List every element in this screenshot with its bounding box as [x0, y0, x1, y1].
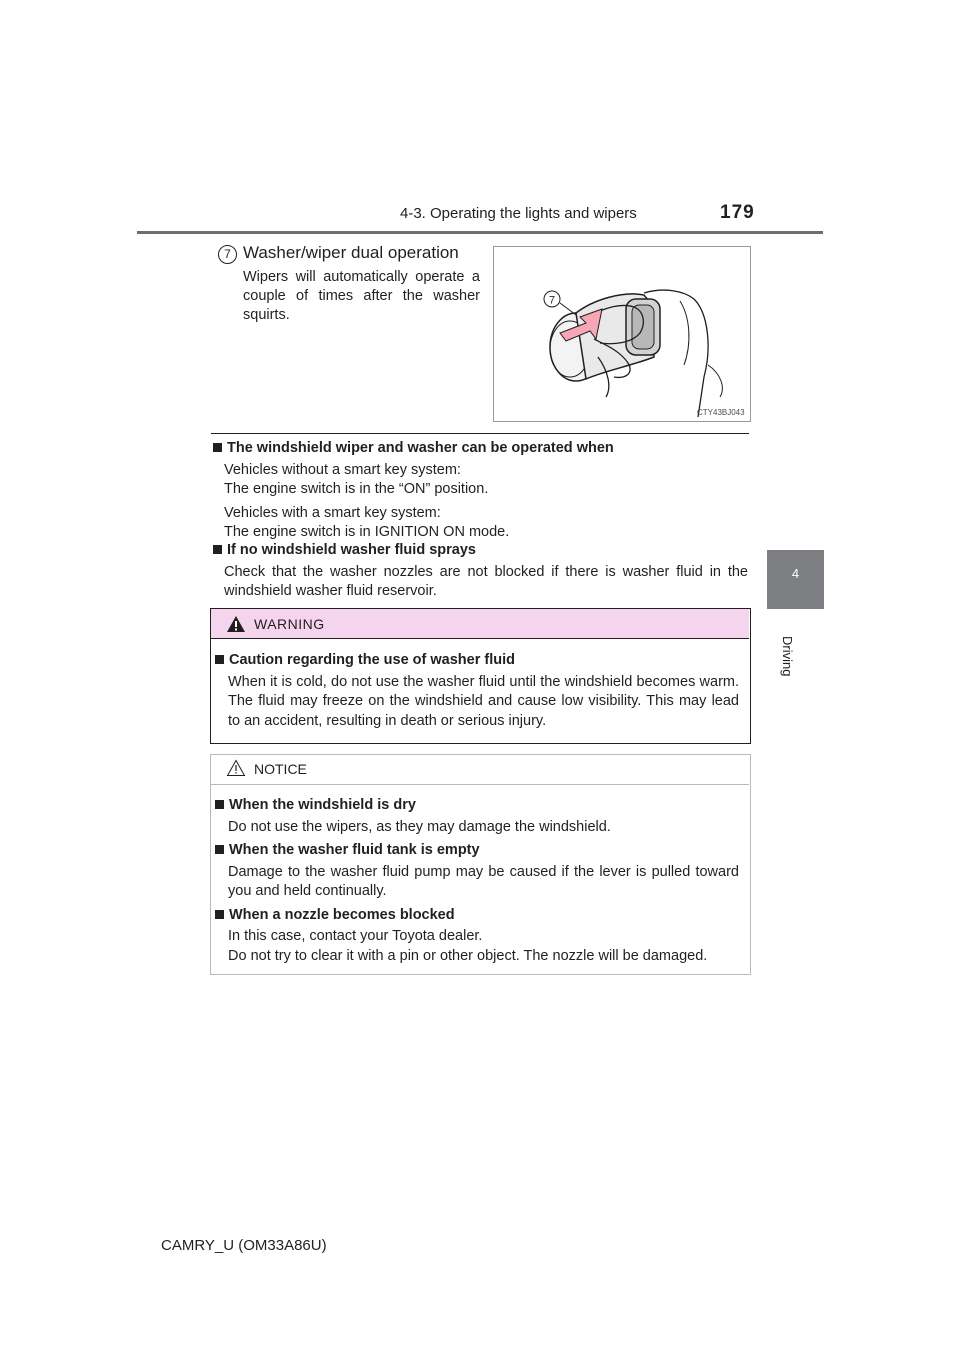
notice-item: [215, 841, 739, 902]
info-line: Vehicles with a smart key system:: [224, 504, 441, 521]
bullet-square-icon: [215, 800, 224, 809]
notice-text: Do not try to clear it with a pin or other object. The nozzle will be damaged.: [228, 947, 708, 964]
notice-item: [215, 796, 739, 837]
warning-heading: Caution regarding the use of washer fluid: [215, 651, 739, 671]
notice-text: Do not use the wipers, as they may damage the windshield.: [228, 818, 611, 835]
notice-content: [215, 796, 739, 966]
notice-heading: When the windshield is dry: [215, 796, 739, 816]
bullet-square-icon: [215, 655, 224, 664]
chapter-tab-number: 4: [791, 566, 800, 581]
caution-triangle-outline-icon: [226, 759, 246, 777]
notice-text: Damage to the washer fluid pump may be caused if the lever is pulled toward you and held continually.: [228, 863, 739, 899]
info-heading: If no windshield washer fluid sprays: [213, 541, 748, 561]
info-line: Vehicles without a smart key system:: [224, 461, 461, 478]
notice-heading: When the washer fluid tank is empty: [215, 841, 739, 861]
info-block-2: [213, 541, 748, 602]
notice-label: NOTICE: [254, 761, 307, 777]
section-divider: [211, 433, 749, 434]
chapter-label: Driving: [780, 636, 795, 677]
step-description: Wipers will automatically operate a couple of times after the washer squirts.: [243, 269, 480, 323]
warning-label: WARNING: [254, 616, 325, 632]
bullet-square-icon: [213, 545, 222, 554]
warning-content: [215, 651, 739, 731]
info-heading: The windshield wiper and washer can be operated when: [213, 439, 748, 459]
info-line: Check that the washer nozzles are not blocked if there is washer fluid in the windshield washer fluid reservoir.: [224, 563, 748, 599]
warning-text: When it is cold, do not use the washer fluid until the windshield becomes warm. The fluid may freeze on the windshield and cause low visibility. This may lead to an accident, resulting in death or serious injury.: [228, 673, 739, 729]
bullet-square-icon: [213, 443, 222, 452]
section-title: 4-3. Operating the lights and wipers: [400, 205, 637, 222]
bullet-square-icon: [215, 845, 224, 854]
warning-triangle-icon: [226, 615, 246, 633]
info-line: The engine switch is in the “ON” position.: [224, 481, 489, 497]
hand-pulling-lever-icon: [494, 247, 750, 421]
bullet-square-icon: [215, 910, 224, 919]
info-block-1: [213, 439, 748, 543]
step-title: Washer/wiper dual operation: [243, 243, 459, 262]
wiper-lever-illustration: [493, 246, 751, 422]
page-number: 179: [720, 202, 755, 223]
header-rule: [137, 231, 823, 234]
illustration-callout: 7: [548, 294, 556, 307]
info-line: The engine switch is in IGNITION ON mode.: [224, 524, 510, 540]
step-number: 7: [218, 245, 237, 264]
notice-item: [215, 906, 739, 967]
footer-model: CAMRY_U (OM33A86U): [161, 1237, 327, 1254]
figure-code: CTY43BJ043: [697, 408, 745, 417]
notice-heading: When a nozzle becomes blocked: [215, 906, 739, 926]
notice-text: In this case, contact your Toyota dealer.: [228, 928, 483, 944]
